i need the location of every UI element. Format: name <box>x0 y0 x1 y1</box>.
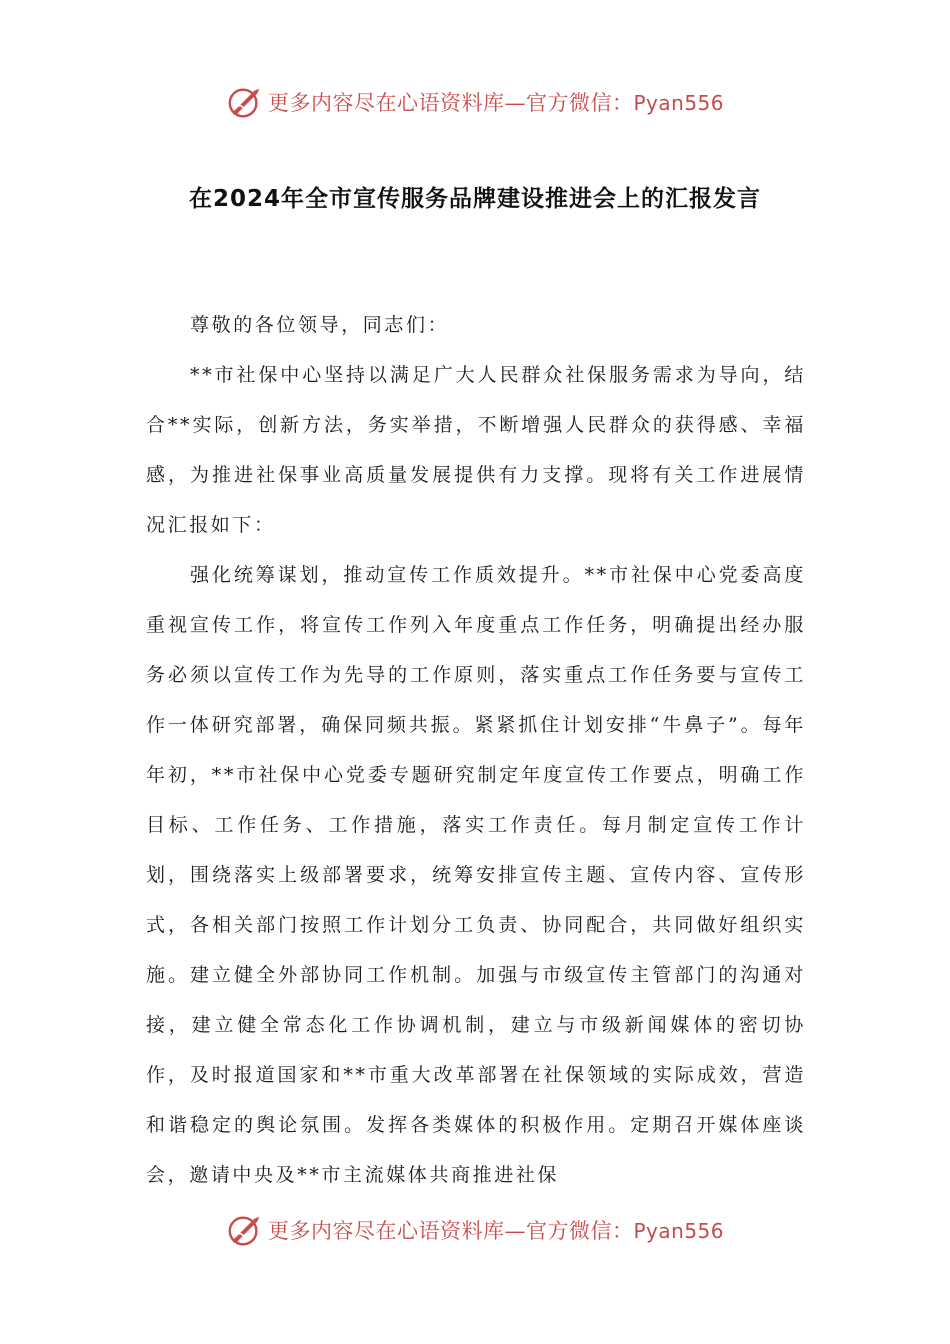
salutation: 尊敬的各位领导，同志们： <box>190 314 450 336</box>
watermark-banner-bottom <box>0 1208 950 1252</box>
pen-logo-icon <box>226 83 264 121</box>
document-title: 在2024年全市宣传服务品牌建设推进会上的汇报发言 <box>188 186 761 212</box>
wechat-id: Pyan556 <box>633 91 724 115</box>
watermark-text: 更多内容尽在心语资料库—官方微信：Pyan556 <box>267 1219 724 1243</box>
pen-logo-icon <box>226 1211 264 1249</box>
paragraph: **市社保中心坚持以满足广大人民群众社保服务需求为导向，结合**实际，创新方法，务实举措，不断增强人民群众的获得感、幸福感，为推进社保事业高质量发展提供有力支撑。现将有关工作进展情况汇报如下： <box>146 364 806 536</box>
document-body <box>146 300 806 1200</box>
watermark-banner-top <box>0 80 950 124</box>
watermark-text: 更多内容尽在心语资料库—官方微信：Pyan556 <box>267 91 724 115</box>
wechat-id: Pyan556 <box>633 1219 724 1243</box>
paragraph: 强化统筹谋划，推动宣传工作质效提升。**市社保中心党委高度重视宣传工作，将宣传工作列入年度重点工作任务，明确提出经办服务必须以宣传工作为先导的工作原则，落实重点工作任务要与宣传工作一体研究部署，确保同频共振。紧紧抓住计划安排“牛鼻子”。每年年初，**市社保中心党委专题研究制定年度宣传工作要点，明确工作目标、工作任务、工作措施，落实工作责任。每月制定宣传工作计划，围绕落实上级部署要求，统筹安排宣传主题、宣传内容、宣传形式，各相关部门按照工作计划分工负责、协同配合，共同做好组织实施。建立健全外部协同工作机制。加强与市级宣传主管部门的沟通对接，建立健全常态化工作协调机制，建立与市级新闻媒体的密切协作，及时报道国家和**市重大改革部署在社保领域的实际成效，营造和谐稳定的舆论氛围。发挥各类媒体的积极作用。定期召开媒体座谈会，邀请中央及**市主流媒体共商推进社保 <box>146 564 806 1186</box>
